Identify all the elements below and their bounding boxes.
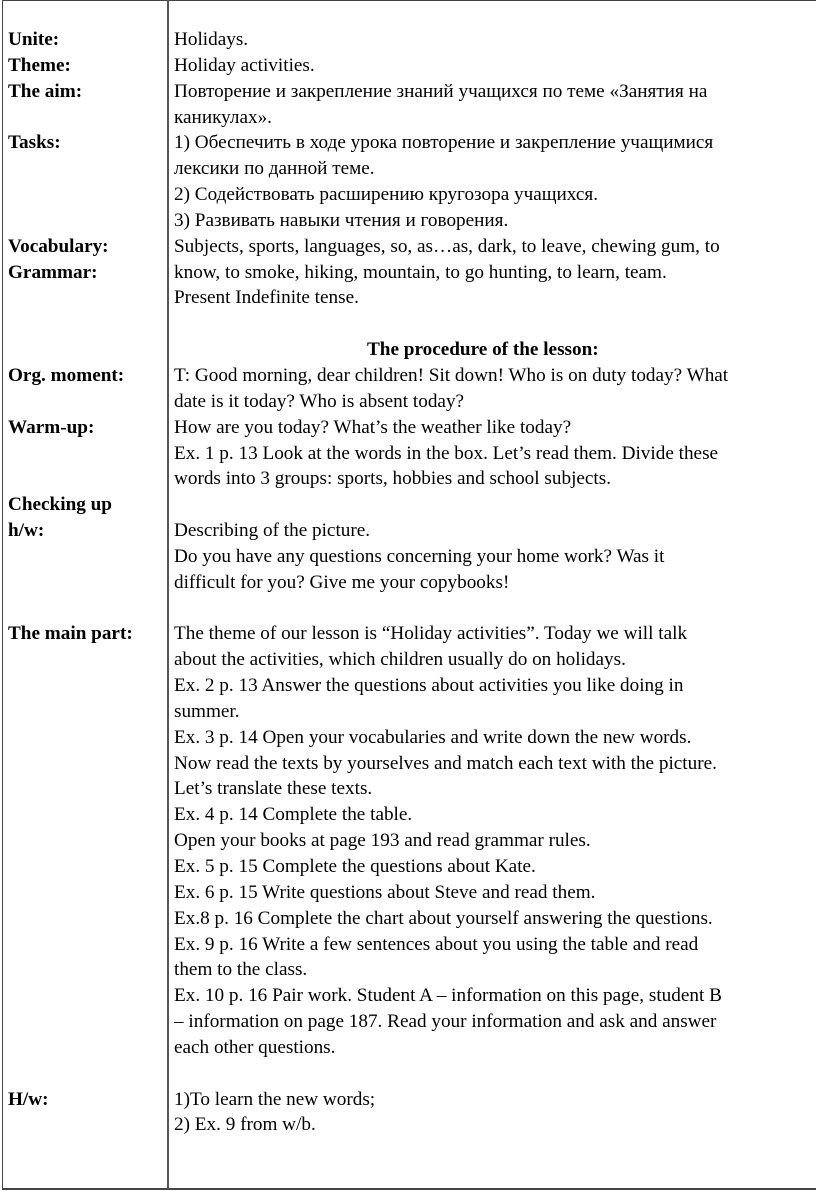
- procedure-heading: The procedure of the lesson:: [367, 339, 599, 361]
- row-label: Unite:: [8, 29, 60, 50]
- row-label: [8, 208, 163, 234]
- row-label: [8, 596, 163, 622]
- content-line: words into 3 groups: sports, hobbies and school subjects.: [174, 468, 612, 490]
- content-line: Now read the texts by yourselves and match each text with the picture.: [174, 752, 717, 774]
- row-label: [8, 1009, 163, 1035]
- content-line: Ex. 2 p. 13 Answer the questions about activities you like doing in: [174, 675, 684, 697]
- content-line: [174, 311, 816, 337]
- content-line: – information on page 187. Read your information and ask and answer: [174, 1011, 717, 1033]
- row-label: [8, 466, 163, 492]
- row-label: [8, 776, 163, 802]
- row-label: [8, 802, 163, 828]
- content-line: How are you today? What’s the weather like today?: [174, 416, 572, 438]
- row-label: [8, 285, 163, 311]
- content-line: Ex. 4 p. 14 Complete the table.: [174, 804, 413, 826]
- row-label: Grammar:: [8, 261, 98, 283]
- content-line: The theme of our lesson is “Holiday activities”. Today we will talk: [174, 623, 688, 645]
- row-label: [8, 751, 163, 777]
- labels-column: [8, 27, 163, 1138]
- content-line: [174, 1061, 816, 1087]
- content-line: Ex. 1 p. 13 Look at the words in the box. Let’s read them. Divide these: [174, 442, 719, 464]
- row-label: [8, 699, 163, 725]
- row-label: [8, 311, 163, 337]
- row-label: [8, 906, 163, 932]
- row-label: [8, 570, 163, 596]
- row-label: [8, 544, 163, 570]
- row-label: [8, 880, 163, 906]
- row-label: [8, 337, 163, 363]
- content-line: 1) Обеспечить в ходе урока повторение и закрепление учащимися: [174, 132, 714, 154]
- content-line: know, to smoke, hiking, mountain, to go hunting, to learn, team.: [174, 261, 667, 283]
- content-line: Open your books at page 193 and read grammar rules.: [174, 830, 591, 852]
- row-label: [8, 182, 163, 208]
- content-line: 2) Содействовать расширению кругозора учащихся.: [174, 184, 598, 206]
- content-line: date is it today? Who is absent today?: [174, 390, 465, 412]
- row-label: Vocabulary:: [8, 235, 109, 257]
- row-label: [8, 828, 163, 854]
- content-line: 1)To learn the new words;: [174, 1088, 376, 1110]
- row-label: [8, 156, 163, 182]
- row-label: [8, 1035, 163, 1061]
- row-label: Theme:: [8, 54, 71, 76]
- row-label: [8, 1112, 163, 1138]
- content-line: Ex. 5 p. 15 Complete the questions about Kate.: [174, 856, 536, 877]
- content-line: [174, 596, 816, 622]
- row-label: H/w:: [8, 1088, 49, 1110]
- row-label: [8, 932, 163, 958]
- content-line: Present Indefinite tense.: [174, 287, 359, 309]
- content-line: Ex. 3 p. 14 Open your vocabularies and write down the new words.: [174, 726, 692, 748]
- row-label: Warm-up:: [8, 416, 95, 438]
- content-line: Ex. 6 p. 15 Write questions about Steve and read them.: [174, 881, 596, 903]
- content-line: Subjects, sports, languages, so, as…as, dark, to leave, chewing gum, to: [174, 235, 720, 257]
- content-line: Повторение и закрепление знаний учащихся по теме «Занятия на: [174, 80, 708, 102]
- row-label: [8, 725, 163, 751]
- content-line: лексики по данной теме.: [174, 158, 375, 180]
- content-line: Holidays.: [174, 29, 249, 50]
- content-line: T: Good morning, dear children! Sit down! Who is on duty today? What: [174, 364, 729, 386]
- content-line: Describing of the picture.: [174, 520, 371, 542]
- row-label: [8, 389, 163, 415]
- row-label: [8, 983, 163, 1009]
- content-line: Ex. 9 p. 16 Write a few sentences about you using the table and read: [174, 933, 699, 955]
- row-label: [8, 441, 163, 467]
- row-label: Checking up: [8, 494, 112, 516]
- row-label: The aim:: [8, 80, 83, 102]
- content-line: 2) Ex. 9 from w/b.: [174, 1114, 316, 1136]
- row-label: [8, 854, 163, 880]
- row-label: [8, 647, 163, 673]
- row-label: The main part:: [8, 623, 133, 645]
- content-line: [174, 492, 816, 518]
- row-label: [8, 673, 163, 699]
- content-line: each other questions.: [174, 1036, 336, 1058]
- content-line: Ex.8 p. 16 Complete the chart about yourself answering the questions.: [174, 907, 713, 929]
- content-line: difficult for you? Give me your copybooks!: [174, 571, 510, 593]
- content-line: about the activities, which children usually do on holidays.: [174, 649, 626, 671]
- row-label: Org. moment:: [8, 364, 125, 386]
- content-line: summer.: [174, 700, 240, 722]
- content-line: Let’s translate these texts.: [174, 778, 373, 800]
- content-line: Do you have any questions concerning your home work? Was it: [174, 545, 665, 567]
- content-line: Ex. 10 p. 16 Pair work. Student A – information on this page, student B: [174, 985, 722, 1007]
- row-label: [8, 957, 163, 983]
- row-label: Tasks:: [8, 132, 61, 154]
- column-divider: [167, 0, 169, 1189]
- content-line: them to the class.: [174, 959, 308, 981]
- content-line: 3) Развивать навыки чтения и говорения.: [174, 209, 509, 231]
- row-label: [8, 1061, 163, 1087]
- row-label: [8, 105, 163, 131]
- row-label: h/w:: [8, 520, 45, 542]
- content-column: [174, 27, 816, 1138]
- content-line: каникулах».: [174, 106, 272, 128]
- content-line: Holiday activities.: [174, 54, 315, 76]
